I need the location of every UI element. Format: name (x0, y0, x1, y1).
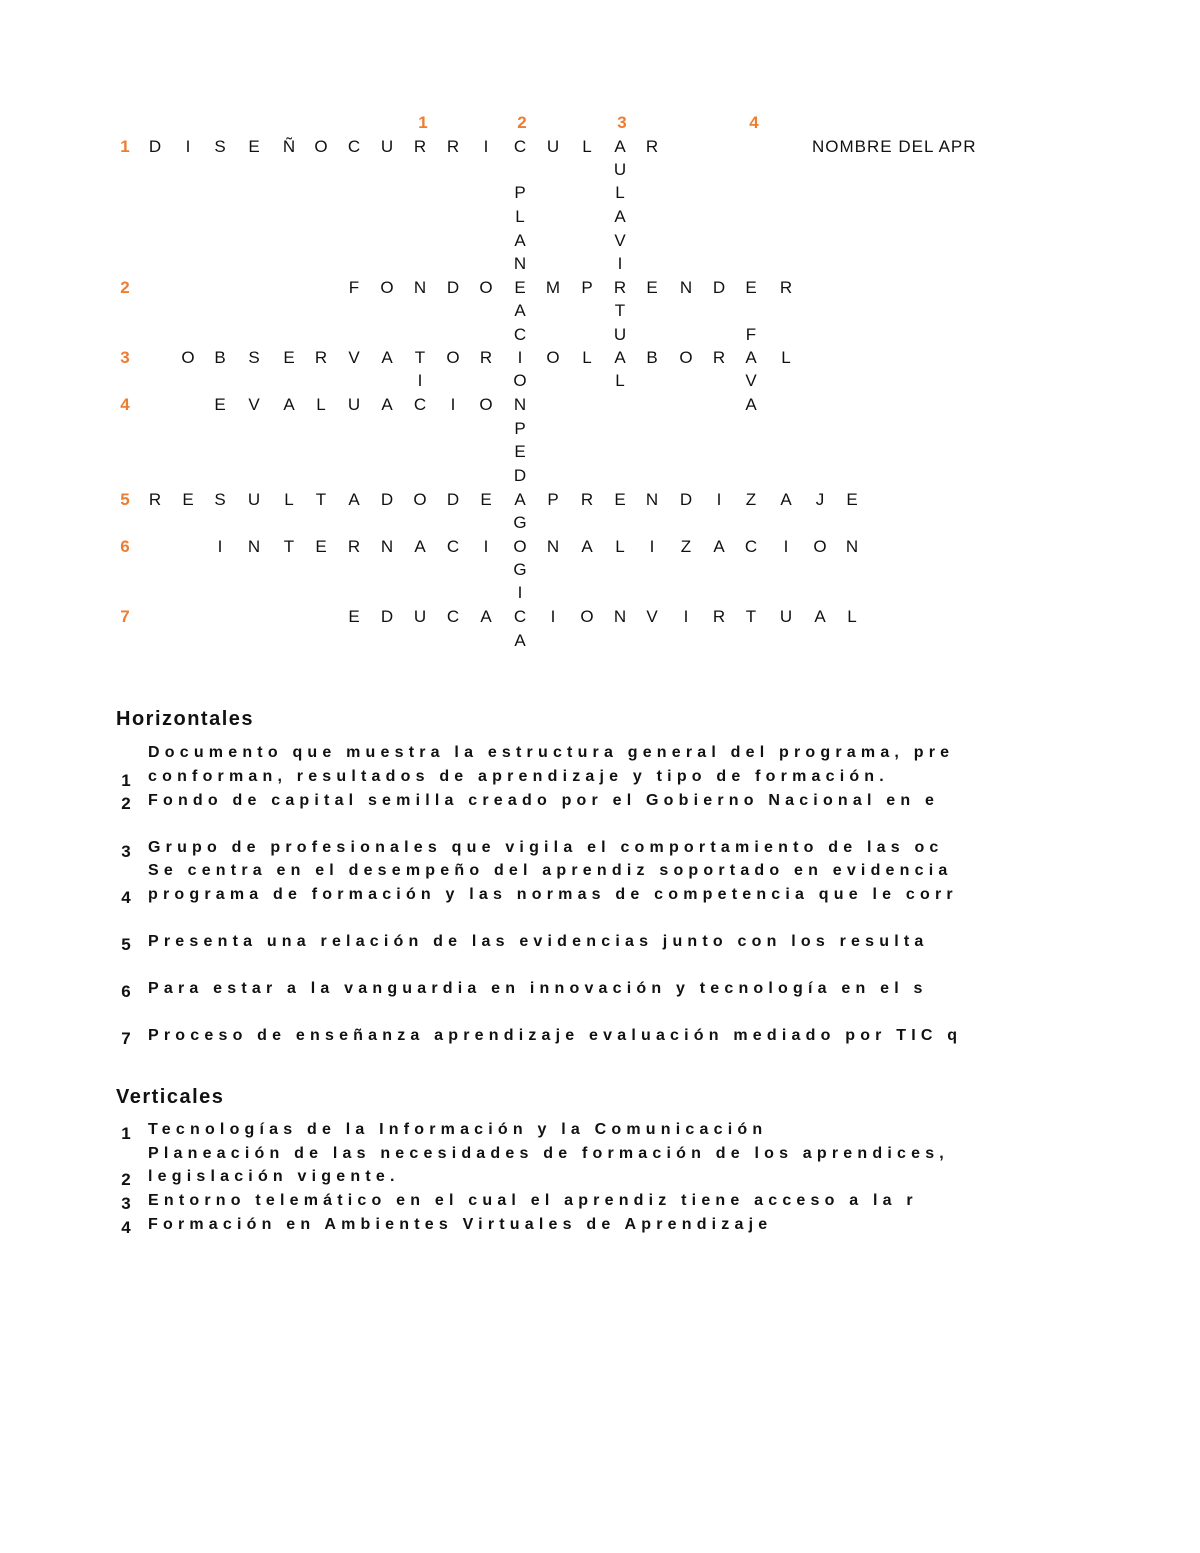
grid-cell: C (744, 537, 758, 556)
grid-cell: C (446, 537, 460, 556)
grid-cell: E (348, 607, 360, 626)
grid-cell: A (414, 537, 426, 556)
clue-text: Formación en Ambientes Virtuales de Aprendizaje (148, 1216, 773, 1233)
grid-cell: T (283, 537, 295, 556)
grid-cell: E (480, 490, 492, 509)
grid-cell: E (614, 490, 626, 509)
grid-cell: E (514, 278, 526, 297)
grid-cell: E (646, 278, 658, 297)
grid-cell: A (745, 395, 757, 414)
grid-cell: L (582, 348, 592, 367)
column-number: 3 (617, 113, 627, 132)
grid-cell: S (214, 490, 226, 509)
row-number: 4 (120, 395, 130, 414)
grid-cell: A (614, 137, 626, 156)
clue-text: Presenta una relación de las evidencias junto con los resulta (148, 933, 929, 950)
grid-cell: O (413, 490, 427, 509)
clue-text: Entorno telemático en el cual el aprendiz tiene acceso a la r (148, 1192, 918, 1209)
row-number: 3 (120, 348, 130, 367)
grid-cell: O (513, 371, 527, 390)
grid-cell: C (413, 395, 427, 414)
column-number: 4 (749, 113, 759, 132)
grid-cell: V (745, 371, 757, 390)
grid-cell: A (514, 231, 526, 250)
grid-cell: N (513, 254, 527, 273)
grid-cell: R (347, 537, 361, 556)
grid-cell: E (283, 348, 295, 367)
student-name-label: NOMBRE DEL APR (812, 137, 977, 156)
grid-cell: T (315, 490, 327, 509)
grid-cell: I (683, 607, 689, 626)
grid-cell: L (582, 137, 592, 156)
grid-cell: I (716, 490, 722, 509)
grid-cell: I (483, 137, 489, 156)
grid-cell: R (712, 348, 726, 367)
grid-cell: E (846, 490, 858, 509)
grid-cell: T (414, 348, 426, 367)
grid-cell: D (513, 466, 527, 485)
grid-cell: R (613, 278, 627, 297)
grid-cell: D (712, 278, 726, 297)
grid-cell: A (381, 348, 393, 367)
row-number: 7 (120, 607, 130, 626)
grid-cell: R (148, 490, 162, 509)
column-number: 1 (418, 113, 428, 132)
grid-cell: N (413, 278, 427, 297)
grid-cell: P (514, 419, 526, 438)
grid-cell: A (713, 537, 725, 556)
grid-cell: I (417, 371, 423, 390)
grid-cell: C (513, 137, 527, 156)
clue-number: 3 (121, 1194, 131, 1213)
grid-cell: N (513, 395, 527, 414)
grid-cell: E (514, 442, 526, 461)
grid-cell: A (745, 348, 757, 367)
grid-cell: N (613, 607, 627, 626)
clue-text: legislación vigente. (148, 1168, 400, 1185)
grid-cell: A (614, 207, 626, 226)
clue-number: 1 (121, 771, 131, 790)
grid-cell: A (348, 490, 360, 509)
grid-cell: A (514, 301, 526, 320)
grid-cell: I (450, 395, 456, 414)
grid-cell: L (284, 490, 294, 509)
grid-cell: C (446, 607, 460, 626)
grid-cell: N (546, 537, 560, 556)
grid-cell: R (580, 490, 594, 509)
grid-cell: R (446, 137, 460, 156)
clue-text: Documento que muestra la estructura general del programa, pre (148, 744, 955, 761)
grid-cell: L (615, 537, 625, 556)
grid-cell: E (315, 537, 327, 556)
grid-cell: D (679, 490, 693, 509)
row-number: 5 (120, 490, 130, 509)
column-number: 2 (517, 113, 527, 132)
grid-cell: R (712, 607, 726, 626)
grid-cell: S (214, 137, 226, 156)
grid-cell: A (283, 395, 295, 414)
grid-cell: I (649, 537, 655, 556)
grid-cell: I (517, 348, 523, 367)
grid-cell: P (547, 490, 559, 509)
grid-cell: A (814, 607, 826, 626)
grid-cell: U (247, 490, 261, 509)
grid-cell: A (581, 537, 593, 556)
grid-cell: O (479, 278, 493, 297)
grid-cell: F (745, 325, 757, 344)
grid-cell: Z (680, 537, 692, 556)
grid-cell: C (513, 325, 527, 344)
grid-cell: A (614, 348, 626, 367)
grid-cell: P (581, 278, 593, 297)
clue-text: programa de formación y las normas de competencia que le corr (148, 886, 958, 903)
grid-cell: A (780, 490, 792, 509)
row-number: 1 (120, 137, 130, 156)
grid-cell: D (446, 490, 460, 509)
clue-text: conforman, resultados de aprendizaje y tipo de formación. (148, 768, 889, 785)
grid-cell: A (381, 395, 393, 414)
grid-cell: O (513, 537, 527, 556)
grid-cell: O (446, 348, 460, 367)
grid-cell: L (615, 183, 625, 202)
grid-cell: I (517, 583, 523, 602)
clue-number: 7 (121, 1029, 131, 1048)
grid-cell: U (613, 160, 627, 179)
grid-cell: N (645, 490, 659, 509)
grid-cell: O (679, 348, 693, 367)
grid-cell: O (813, 537, 827, 556)
clue-number: 3 (121, 842, 131, 861)
grid-cell: R (314, 348, 328, 367)
grid-cell: U (546, 137, 560, 156)
grid-cell: I (550, 607, 556, 626)
grid-cell: A (514, 490, 526, 509)
grid-cell: U (613, 325, 627, 344)
clue-text: Fondo de capital semilla creado por el Gobierno Nacional en e (148, 792, 940, 809)
grid-cell: D (380, 490, 394, 509)
grid-cell: D (380, 607, 394, 626)
grid-cell: Ñ (282, 137, 296, 156)
grid-cell: D (446, 278, 460, 297)
grid-cell: I (185, 137, 191, 156)
grid-cell: E (182, 490, 194, 509)
grid-cell: I (617, 254, 623, 273)
grid-cell: L (615, 371, 625, 390)
grid-cell: V (348, 348, 360, 367)
clue-number: 1 (121, 1124, 131, 1143)
grid-cell: U (380, 137, 394, 156)
grid-cell: O (181, 348, 195, 367)
grid-cell: C (513, 607, 527, 626)
row-number: 6 (120, 537, 130, 556)
grid-cell: F (348, 278, 360, 297)
grid-cell: T (745, 607, 757, 626)
grid-cell: P (514, 183, 526, 202)
grid-cell: A (480, 607, 492, 626)
clue-text: Proceso de enseñanza aprendizaje evaluación mediado por TIC q (148, 1027, 963, 1044)
clue-number: 4 (121, 888, 131, 907)
grid-cell: O (580, 607, 594, 626)
grid-cell: U (779, 607, 793, 626)
clue-text: Para estar a la vanguardia en innovación y tecnología en el s (148, 980, 928, 997)
grid-cell: J (815, 490, 825, 509)
grid-cell: I (217, 537, 223, 556)
grid-cell: O (546, 348, 560, 367)
grid-cell: O (479, 395, 493, 414)
grid-cell: R (779, 278, 793, 297)
grid-cell: G (513, 560, 527, 579)
clue-text: Grupo de profesionales que vigila el comportamiento de las oc (148, 839, 944, 856)
grid-cell: R (645, 137, 659, 156)
grid-cell: C (347, 137, 361, 156)
clue-text: Se centra en el desempeño del aprendiz soportado en evidencia (148, 862, 953, 879)
grid-cell: D (148, 137, 162, 156)
grid-cell: A (514, 631, 526, 650)
grid-cell: E (214, 395, 226, 414)
grid-cell: R (479, 348, 493, 367)
clue-number: 6 (121, 982, 131, 1001)
grid-cell: L (316, 395, 326, 414)
grid-cell: R (413, 137, 427, 156)
clue-text: Planeación de las necesidades de formación de los aprendices, (148, 1145, 949, 1162)
row-number: 2 (120, 278, 130, 297)
grid-cell: V (614, 231, 626, 250)
clue-number: 5 (121, 935, 131, 954)
grid-cell: U (413, 607, 427, 626)
clue-number: 4 (121, 1218, 131, 1237)
grid-cell: I (483, 537, 489, 556)
grid-cell: M (545, 278, 561, 297)
grid-cell: I (783, 537, 789, 556)
grid-cell: T (614, 301, 626, 320)
grid-cell: L (847, 607, 857, 626)
grid-cell: N (247, 537, 261, 556)
grid-cell: N (845, 537, 859, 556)
verticales-title: Verticales (116, 1086, 225, 1108)
clue-number: 2 (121, 1170, 131, 1189)
grid-cell: B (214, 348, 226, 367)
horizontales-title: Horizontales (116, 708, 255, 730)
grid-cell: V (248, 395, 260, 414)
grid-cell: N (380, 537, 394, 556)
grid-cell: U (347, 395, 361, 414)
grid-cell: L (515, 207, 525, 226)
grid-cell: E (745, 278, 757, 297)
grid-cell: L (781, 348, 791, 367)
clue-number: 2 (121, 794, 131, 813)
grid-cell: O (314, 137, 328, 156)
grid-cell: Z (745, 490, 757, 509)
grid-cell: N (679, 278, 693, 297)
grid-cell: O (380, 278, 394, 297)
clue-text: Tecnologías de la Información y la Comunicación (148, 1121, 768, 1138)
grid-cell: S (248, 348, 260, 367)
grid-cell: V (646, 607, 658, 626)
grid-cell: E (248, 137, 260, 156)
grid-cell: G (513, 513, 527, 532)
grid-cell: B (646, 348, 658, 367)
